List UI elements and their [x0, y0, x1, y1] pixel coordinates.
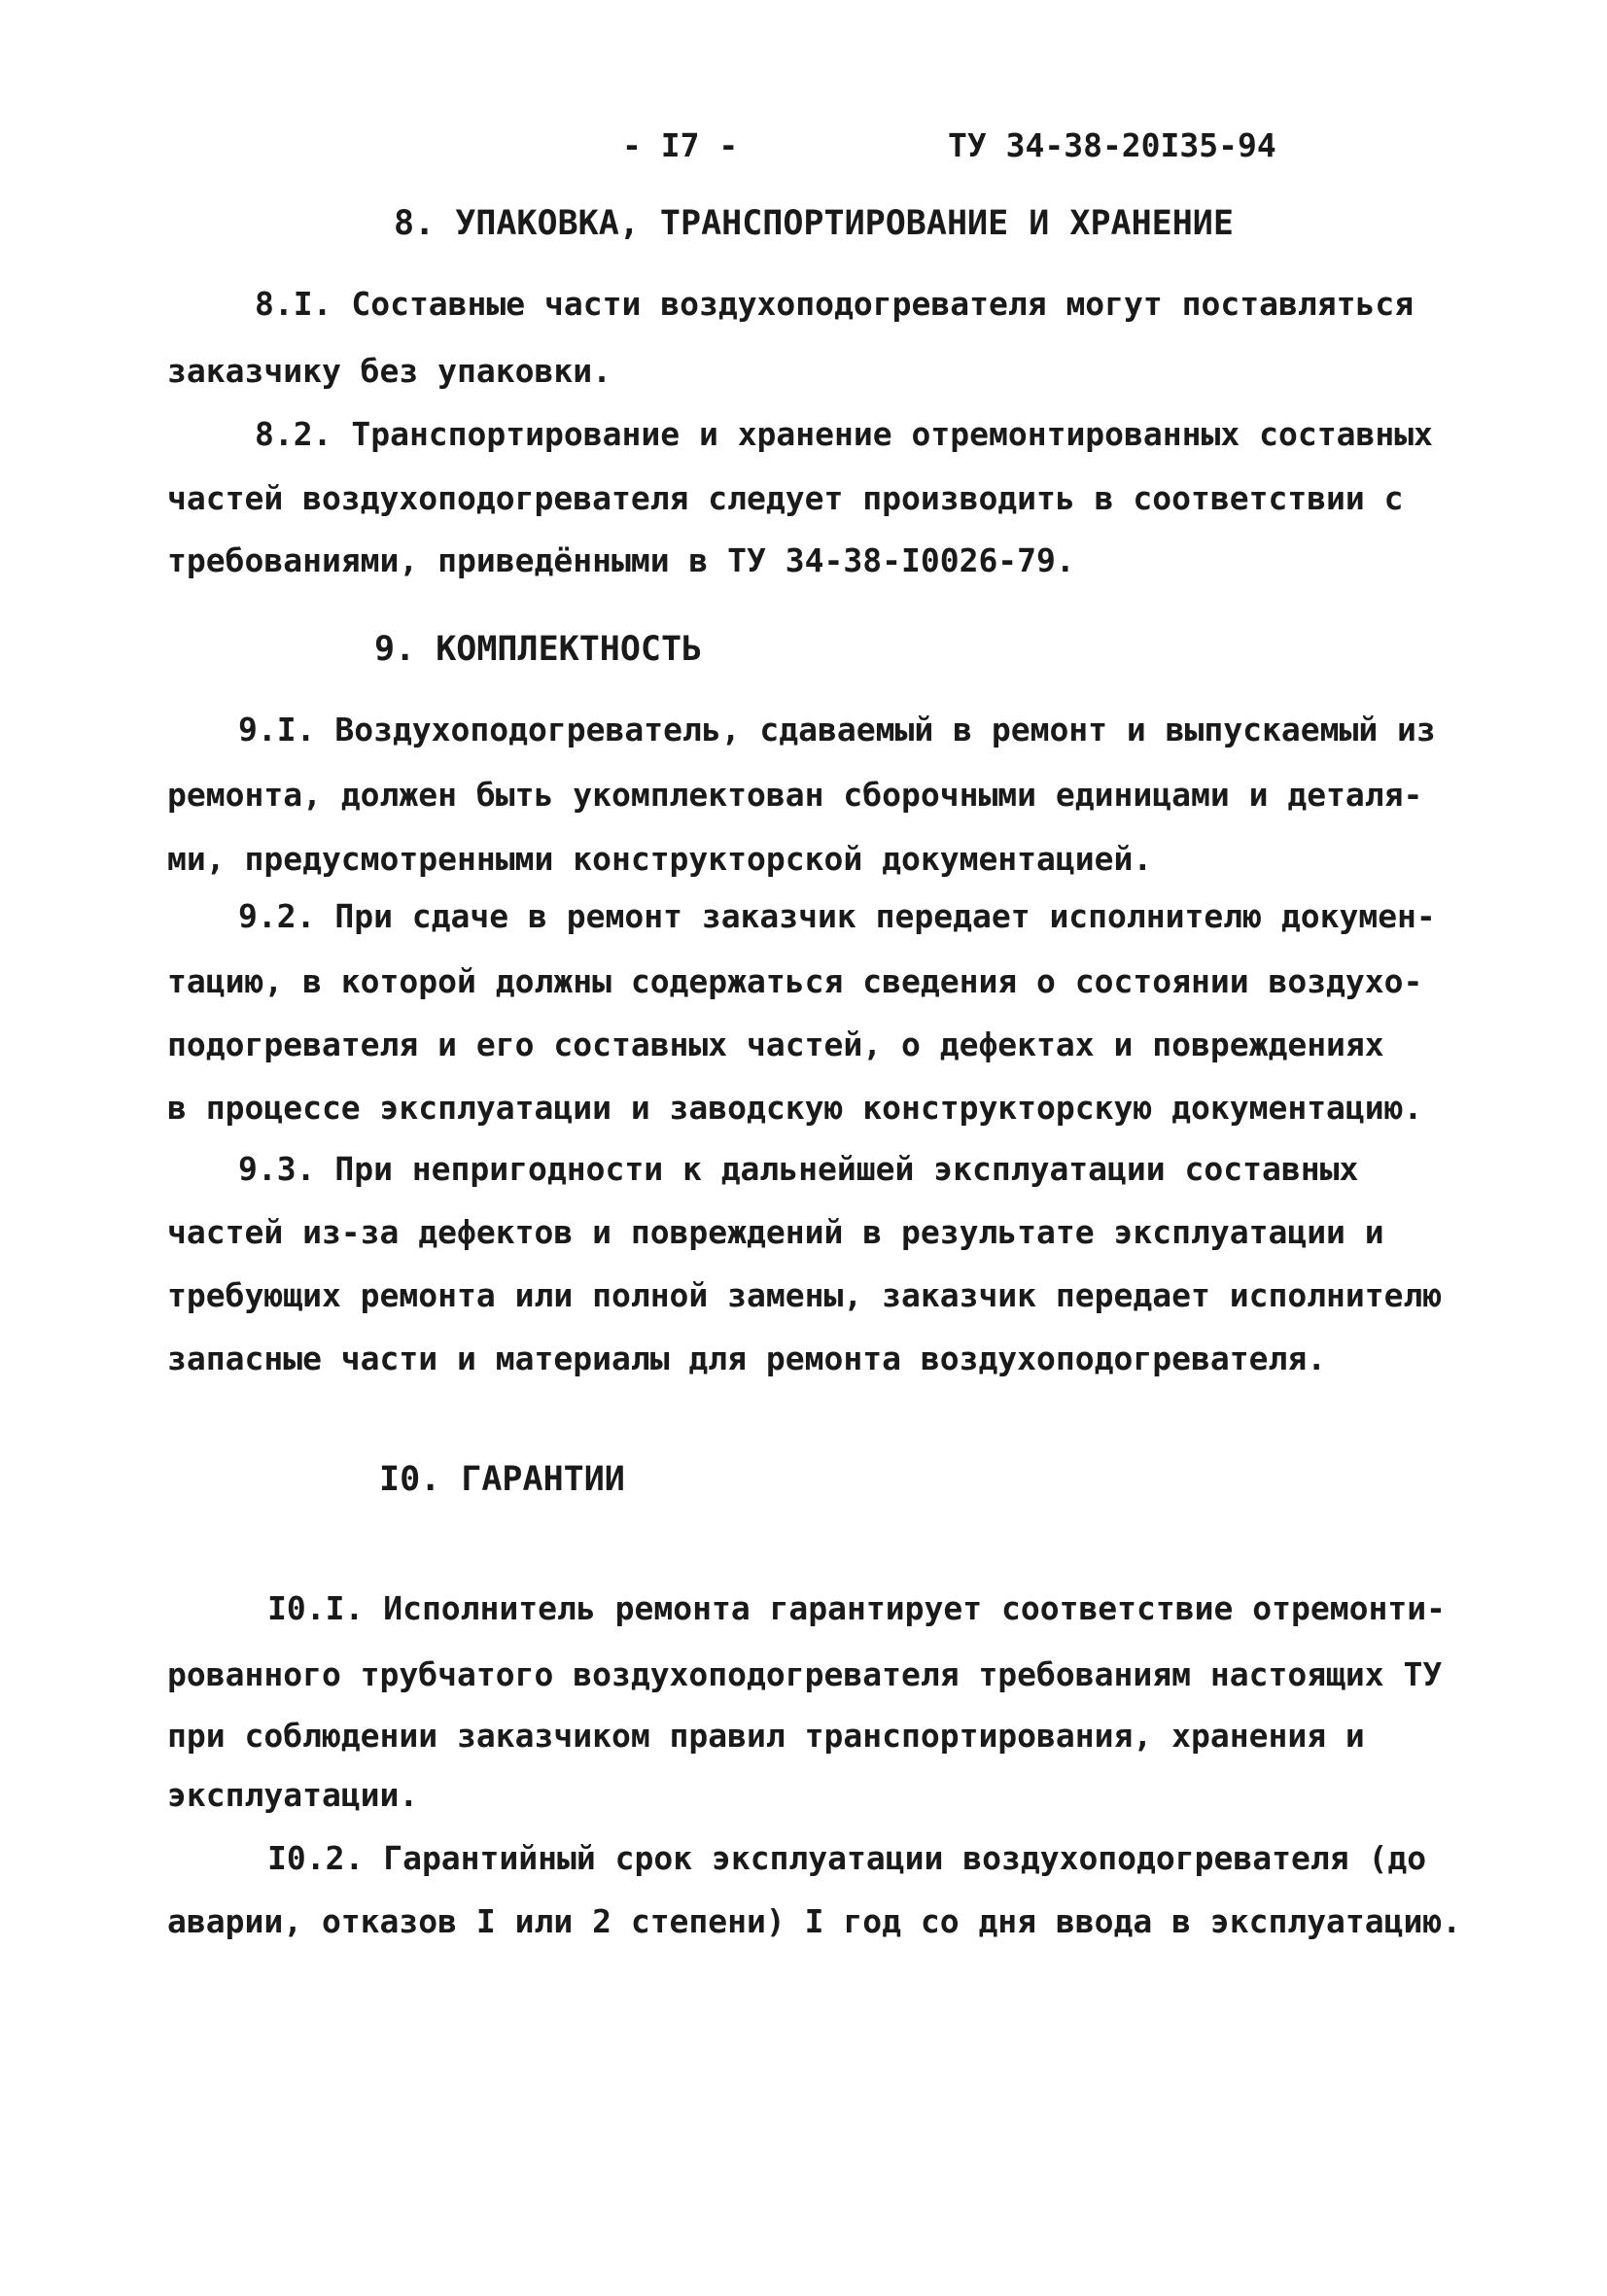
section-8-title: 8. УПАКОВКА, ТРАНСПОРТИРОВАНИЕ И ХРАНЕНИЕ: [394, 204, 1234, 243]
paragraph-8-2-line-2: частей воздухоподогревателя следует производить в соответствии с: [167, 479, 1404, 517]
section-10-title: I0. ГАРАНТИИ: [379, 1460, 625, 1499]
paragraph-9-3-line-2: частей из-за дефектов и повреждений в результате эксплуатации и: [167, 1213, 1384, 1251]
paragraph-9-1-line-1: 9.I. Воздухоподогреватель, сдаваемый в ремонт и выпускаемый из: [238, 711, 1436, 748]
paragraph-9-2-line-2: тацию, в которой должны содержаться сведения о состоянии воздухо-: [167, 962, 1423, 1000]
paragraph-8-1-line-1: 8.I. Составные части воздухоподогревателя могут поставляться: [255, 285, 1415, 323]
paragraph-9-1-line-3: ми, предусмотренными конструкторской документацией.: [167, 840, 1153, 878]
paragraph-9-3-line-4: запасные части и материалы для ремонта воздухоподогревателя.: [167, 1339, 1327, 1377]
paragraph-10-1-line-4: эксплуатации.: [167, 1776, 419, 1814]
paragraph-9-2-line-1: 9.2. При сдаче в ремонт заказчик передает исполнителю докумен-: [238, 897, 1436, 935]
paragraph-9-2-line-4: в процессе эксплуатации и заводскую конструкторскую документацию.: [167, 1089, 1423, 1127]
paragraph-10-2-line-1: I0.2. Гарантийный срок эксплуатации воздухоподогревателя (до: [267, 1839, 1427, 1877]
page-number: - I7 -: [622, 126, 739, 164]
paragraph-8-2-line-1: 8.2. Транспортирование и хранение отремонтированных составных: [255, 415, 1433, 453]
paragraph-10-1-line-2: рованного трубчатого воздухоподогревателя требованиям настоящих ТУ: [167, 1655, 1443, 1693]
paragraph-8-2-line-3: требованиями, приведёнными в ТУ 34-38-I0026-79.: [167, 541, 1075, 579]
paragraph-9-3-line-3: требующих ремонта или полной замены, заказчик передает исполнителю: [167, 1276, 1443, 1314]
section-9-title: 9. КОМПЛЕКТНОСТЬ: [374, 630, 703, 669]
paragraph-9-3-line-1: 9.3. При непригодности к дальнейшей эксплуатации составных: [238, 1150, 1359, 1188]
paragraph-9-1-line-2: ремонта, должен быть укомплектован сборочными единицами и деталя-: [167, 776, 1423, 814]
paragraph-8-1-line-2: заказчику без упаковки.: [167, 352, 611, 390]
paragraph-10-1-line-3: при соблюдении заказчиком правил транспортирования, хранения и: [167, 1717, 1365, 1755]
paragraph-10-1-line-1: I0.I. Исполнитель ремонта гарантирует соответствие отремонти-: [267, 1589, 1446, 1627]
document-code: ТУ 34-38-20I35-94: [948, 126, 1276, 164]
paragraph-10-2-line-2: аварии, отказов I или 2 степени) I год со дня ввода в эксплуатацию.: [167, 1902, 1462, 1940]
paragraph-9-2-line-3: подогревателя и его составных частей, о дефектах и повреждениях: [167, 1026, 1384, 1063]
